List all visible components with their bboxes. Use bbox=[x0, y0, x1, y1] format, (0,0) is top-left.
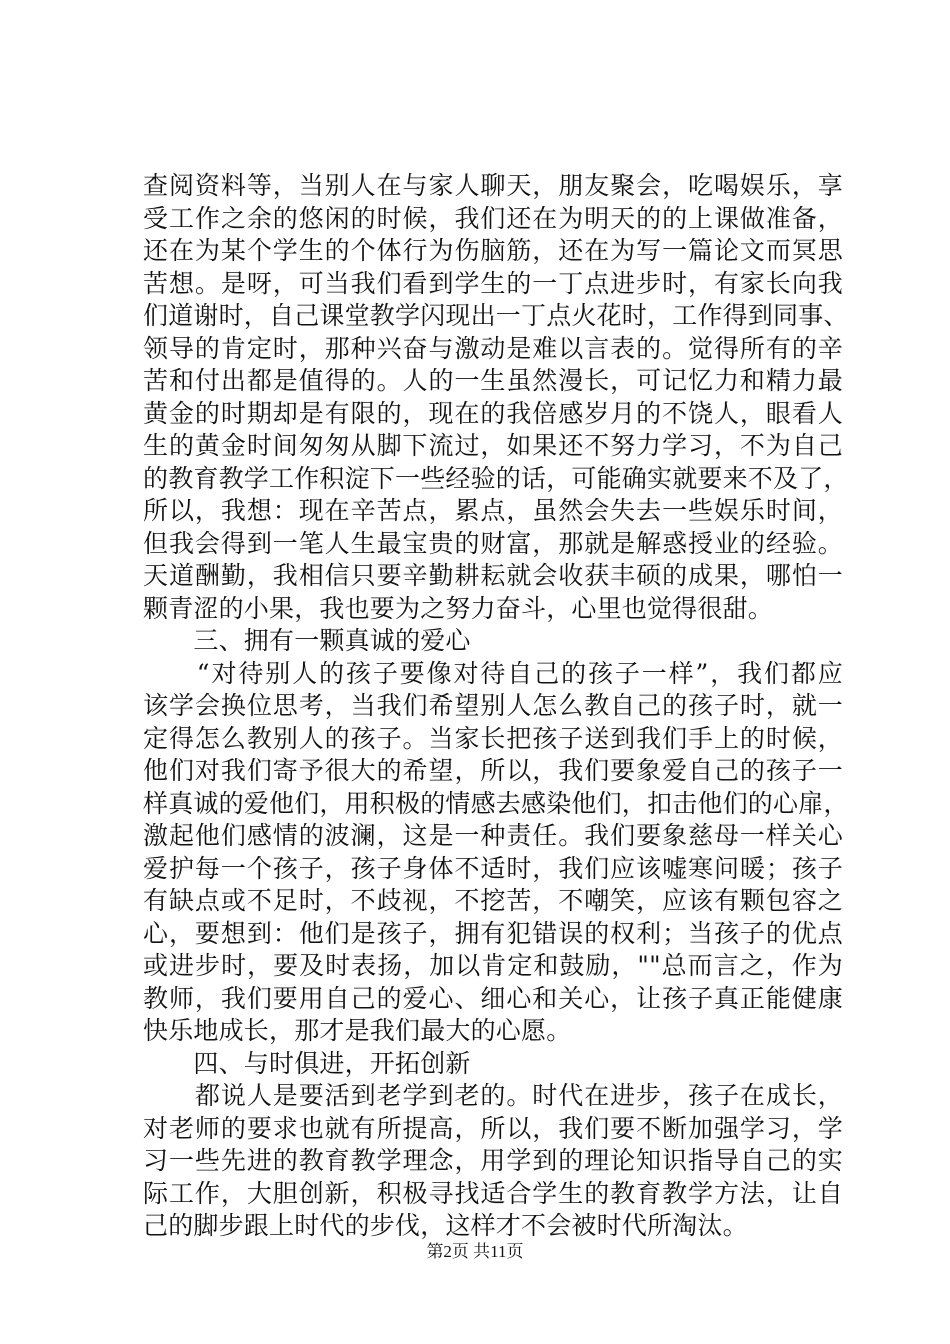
text-line: 生的黄金时间匆匆从脚下流过，如果还不努力学习，不为自己 bbox=[143, 431, 843, 460]
text-line: 激起他们感情的波澜，这是一种责任。我们要象慈母一样关心 bbox=[143, 821, 843, 850]
section-heading: 四、与时俱进，开拓创新 bbox=[143, 1048, 471, 1078]
text-line: 都说人是要活到老学到老的。时代在进步，孩子在成长， bbox=[143, 1081, 843, 1110]
text-line: 领导的肯定时，那种兴奋与激动是难以言表的。觉得所有的辛 bbox=[143, 333, 843, 363]
section-heading: 三、拥有一颗真诚的爱心 bbox=[143, 626, 471, 655]
text-line: 习一些先进的教育教学理念，用学到的理论知识指导自己的实 bbox=[143, 1146, 843, 1175]
document-body bbox=[143, 170, 849, 1243]
text-line: 快乐地成长，那才是我们最大的心愿。 bbox=[143, 1016, 572, 1045]
text-line: 所以，我想：现在辛苦点，累点，虽然会失去一些娱乐时间， bbox=[143, 496, 843, 525]
text-line: 苦想。是呀，可当我们看到学生的一丁点进步时，有家长向我 bbox=[143, 268, 843, 298]
text-line: 或进步时，要及时表扬，加以肯定和鼓励，""总而言之，作为 bbox=[143, 951, 843, 980]
text-line: 黄金的时期却是有限的，现在的我倍感岁月的不饶人，眼看人 bbox=[143, 398, 843, 428]
text-line: 样真诚的爱他们，用积极的情感去感染他们，扣击他们的心扉， bbox=[143, 788, 849, 818]
text-line: 定得怎么教别人的孩子。当家长把孩子送到我们手上的时候， bbox=[143, 723, 843, 753]
text-line: 该学会换位思考，当我们希望别人怎么教自己的孩子时，就一 bbox=[143, 691, 843, 720]
text-line: 还在为某个学生的个体行为伤脑筋，还在为写一篇论文而冥思 bbox=[143, 236, 843, 265]
text-line: 教师，我们要用自己的爱心、细心和关心，让孩子真正能健康 bbox=[143, 983, 843, 1013]
text-line: 苦和付出都是值得的。人的一生虽然漫长，可记忆力和精力最 bbox=[143, 366, 843, 395]
text-line: 心，要想到：他们是孩子，拥有犯错误的权利；当孩子的优点 bbox=[143, 918, 843, 948]
text-line: 查阅资料等，当别人在与家人聊天，朋友聚会，吃喝娱乐，享 bbox=[143, 171, 843, 200]
page-number-footer: 第2页 共11页 bbox=[426, 1242, 524, 1261]
text-line: 天道酬勤，我相信只要辛勤耕耘就会收获丰硕的成果，哪怕一 bbox=[143, 561, 843, 590]
text-line: 们道谢时，自己课堂教学闪现出一丁点火花时，工作得到同事、 bbox=[143, 301, 849, 330]
text-line: 但我会得到一笔人生最宝贵的财富，那就是解惑授业的经验。 bbox=[143, 528, 843, 558]
text-line: “对待别人的孩子要像对待自己的孩子一样”，我们都应 bbox=[143, 658, 843, 688]
text-line: 他们对我们寄予很大的希望，所以，我们要象爱自己的孩子一 bbox=[143, 756, 843, 785]
text-line: 受工作之余的悠闲的时候，我们还在为明天的的上课做准备， bbox=[143, 203, 843, 233]
text-line: 际工作，大胆创新，积极寻找适合学生的教育教学方法，让自 bbox=[143, 1178, 843, 1208]
text-line: 对老师的要求也就有所提高，所以，我们要不断加强学习，学 bbox=[143, 1113, 843, 1143]
text-line: 有缺点或不足时，不歧视，不挖苦，不嘲笑，应该有颗包容之 bbox=[143, 886, 843, 915]
text-line: 颗青涩的小果，我也要为之努力奋斗，心里也觉得很甜。 bbox=[143, 593, 774, 623]
text-line: 的教育教学工作积淀下一些经验的话，可能确实就要来不及了， bbox=[143, 463, 849, 493]
text-line: 己的脚步跟上时代的步伐，这样才不会被时代所淘汰。 bbox=[143, 1211, 748, 1240]
text-line: 爱护每一个孩子，孩子身体不适时，我们应该嘘寒问暖；孩子 bbox=[143, 853, 843, 883]
